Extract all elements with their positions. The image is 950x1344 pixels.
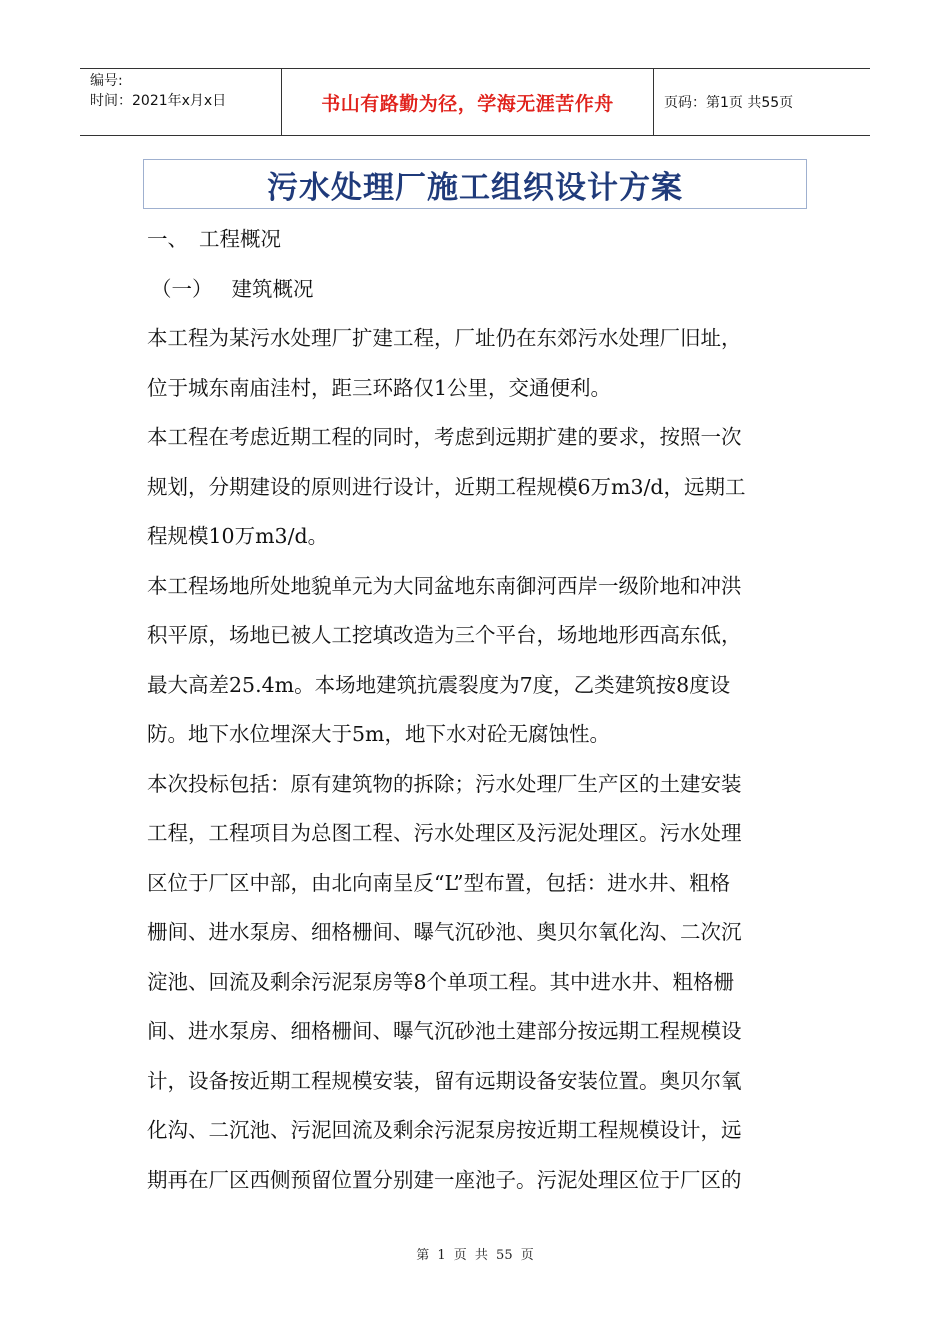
header-left-cell (80, 69, 282, 135)
body-line: 位于城东南庙洼村，距三环路仅1公里，交通便利。 (147, 375, 612, 400)
body-line: 计，设备按近期工程规模安装，留有远期设备安装位置。奥贝尔氧 (147, 1068, 742, 1093)
section-heading-1 (147, 219, 807, 269)
body-line: 积平原，场地已被人工挖填改造为三个平台，场地地形西高东低， (147, 623, 742, 647)
section-number: 一、 (147, 227, 188, 251)
body-line: 本工程为某污水处理厂扩建工程，厂址仍在东郊污水处理厂旧址， (147, 326, 742, 350)
body-line: 期再在厂区西侧预留位置分别建一座池子。污泥处理区位于厂区的 (147, 1167, 742, 1192)
body-line: 本工程场地所处地貌单元为大同盆地东南御河西岸一级阶地和冲洪 (147, 573, 742, 598)
body-line: 栅间、进水泵房、细格栅间、曝气沉砂池、奥贝尔氧化沟、二次沉 (147, 920, 742, 944)
header-page-cell (654, 69, 870, 135)
body-line: 间、进水泵房、细格栅间、曝气沉砂池土建部分按远期工程规模设 (147, 1019, 742, 1043)
body-line: 淀池、回流及剩余污泥泵房等8个单项工程。其中进水井、粗格栅 (147, 969, 735, 994)
body-line: 程规模10万m3/d。 (147, 524, 329, 548)
subsection-title: 建筑概况 (231, 276, 314, 301)
section-heading-1-1 (147, 269, 807, 319)
date-label: 时间：2021年x月x日 (90, 93, 227, 109)
body-line: 本工程在考虑近期工程的同时，考虑到远期扩建的要求，按照一次 (147, 425, 742, 449)
body-line: 规划，分期建设的原则进行设计，近期工程规模6万m3/d，远期工 (147, 474, 746, 499)
page-header (80, 68, 870, 136)
body-line: 防。地下水位埋深大于5m，地下水对砼无腐蚀性。 (147, 722, 610, 746)
header-motto-cell (282, 69, 654, 135)
title-box (143, 159, 807, 209)
document-body (147, 219, 807, 1209)
motto-text: 书山有路勤为径，学海无涯苦作舟 (321, 92, 614, 115)
body-line: 本次投标包括：原有建筑物的拆除；污水处理厂生产区的土建安装 (147, 771, 742, 796)
body-line: 工程，工程项目为总图工程、污水处理区及污泥处理区。污水处理 (147, 821, 742, 845)
document-title: 污水处理厂施工组织设计方案 (267, 169, 683, 206)
section-title: 工程概况 (199, 227, 281, 251)
body-line: 最大高差25.4m。本场地建筑抗震裂度为7度，乙类建筑按8度设 (147, 672, 731, 697)
body-line: 区位于厂区中部，由北向南呈反“L”型布置，包括：进水井、粗格 (147, 870, 731, 895)
body-line: 化沟、二沉池、污泥回流及剩余污泥泵房按近期工程规模设计，远 (147, 1118, 742, 1142)
page-indicator: 页码：第1页 共55页 (664, 95, 794, 111)
code-label: 编号: (90, 73, 123, 89)
subsection-number: （一） (151, 276, 213, 301)
page-footer: 第 1 页 共 55 页 (416, 1248, 534, 1263)
